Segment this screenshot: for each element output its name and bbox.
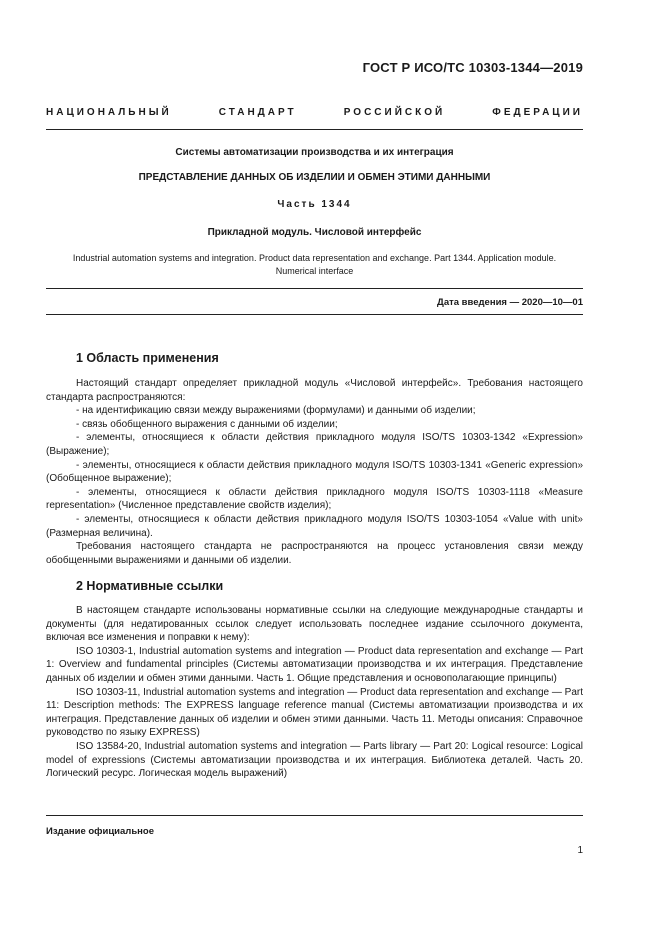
- module-title: Прикладной модуль. Числовой интерфейс: [207, 227, 422, 238]
- list-item: - элементы, относящиеся к области действия прикладного модуля ISO/TS 10303-1118 «Measure representation» (Численное представление свойств изделия);: [46, 486, 583, 512]
- main-title: ПРЕДСТАВЛЕНИЕ ДАННЫХ ОБ ИЗДЕЛИИ И ОБМЕН ЭТИМИ ДАННЫМИ: [138, 172, 491, 183]
- paragraph: В настоящем стандарте использованы нормативные ссылки на следующие международные стандарты и документы (для недатированных ссылок следует использовать последнее издание ссылочного документа, включая все изменения и поправки к нему):: [46, 605, 583, 644]
- introduction-date: Дата введения — 2020—10—01: [437, 297, 583, 308]
- section-2-heading: 2 Нормативные ссылки: [76, 579, 224, 593]
- title-rule: [46, 288, 583, 289]
- section-2-body: [46, 604, 583, 781]
- paragraph: Настоящий стандарт определяет прикладной модуль «Числовой интерфейс». Требования настоящего стандарта распространяются:: [46, 378, 583, 403]
- edition-label: Издание официальное: [46, 826, 154, 837]
- list-item: - элементы, относящиеся к области действия прикладного модуля ISO/TS 10303-1342 «Expression» (Выражение);: [46, 432, 583, 457]
- page-number: 1: [577, 845, 583, 856]
- english-title: Industrial automation systems and integration. Product data representation and exchange. Part 1344. Application module. Numerical interface: [72, 253, 557, 276]
- list-item: - связь обобщенного выражения с данными об изделии;: [76, 418, 338, 430]
- list-item: - на идентификацию связи между выражениями (формулами) и данными об изделии;: [76, 405, 476, 417]
- list-item: - элементы, относящиеся к области действия прикладного модуля ISO/TS 10303-1341 «Generic expression» (Обобщенное выражение);: [46, 459, 583, 485]
- footer-rule: [46, 815, 583, 816]
- reference-item: ISO 10303-1, Industrial automation systems and integration — Product data representation and exchange — Part 1: Overview and fundamental principles (Системы автоматизации производства и их интеграция. Представление данных об изделии и обмен этими данными. Часть 1. Общие представления и основополагающие принципы): [46, 645, 583, 684]
- reference-item: ISO 13584-20, Industrial automation systems and integration — Parts library — Part 20: Logical resource: Logical model of expressions (Системы автоматизации производства и их интеграция. Библиотека деталей. Часть 20. Логический ресурс. Логическая модель выражений): [46, 740, 583, 780]
- section-1-body: [46, 377, 583, 567]
- header-rule: [46, 129, 583, 130]
- part-title: Часть 1344: [277, 199, 352, 210]
- series-title: Системы автоматизации производства и их интеграция: [175, 147, 454, 158]
- list-item: - элементы, относящиеся к области действия прикладного модуля ISO/TS 10303-1054 «Value with unit» (Размерная величина).: [46, 513, 583, 539]
- reference-item: ISO 10303-11, Industrial automation systems and integration — Product data representation and exchange — Part 11: Description methods: The EXPRESS language reference manual (Системы автоматизации производства и их интеграция. Представление данных об изделии и обмен этими данными. Часть 11. Методы описания: Справочное руководство по языку EXPRESS): [46, 686, 583, 739]
- paragraph: Требования настоящего стандарта не распространяются на процесс установления связи между обобщенными выражениями и данными об изделии.: [46, 541, 583, 566]
- section-1-heading: 1 Область применения: [76, 351, 219, 365]
- date-rule: [46, 314, 583, 315]
- national-standard-banner: НАЦИОНАЛЬНЫЙ СТАНДАРТ РОССИЙСКОЙ ФЕДЕРАЦИИ: [46, 107, 583, 118]
- document-code: ГОСТ Р ИСО/ТС 10303-1344—2019: [362, 60, 583, 75]
